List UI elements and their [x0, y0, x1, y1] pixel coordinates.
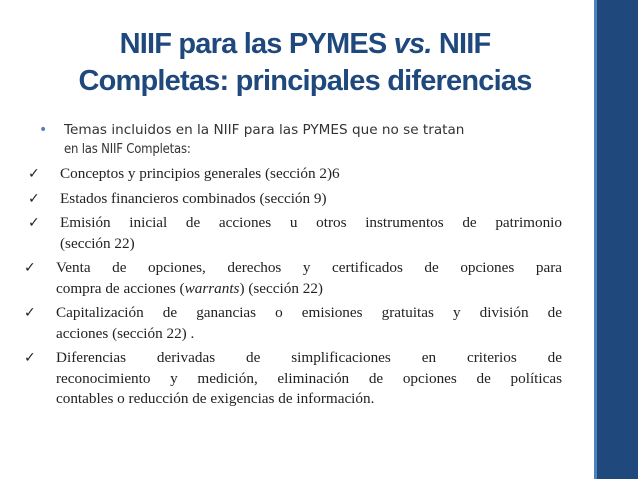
list-item-line-2: (sección 22) — [60, 234, 135, 252]
title-vs: vs. — [393, 28, 432, 60]
title-line-2: Completas: principales diferencias — [78, 65, 532, 97]
list-item-line-1: Venta de opciones, derechos y certificados de opciones para — [56, 259, 562, 276]
list-item-diferencias — [10, 348, 562, 410]
list-item-capitalizacion — [10, 303, 562, 344]
checkmark-icon: ✓ — [28, 190, 40, 207]
list-item-conceptos — [10, 164, 562, 185]
intro-bullet — [10, 120, 562, 160]
list-item-line-1: Diferencias derivadas de simplificaciones en criterios de — [56, 349, 562, 366]
sidebar-accent-bar — [594, 0, 638, 479]
intro-line-2: en las NIIF Completas: — [64, 142, 191, 157]
warrants-term: warrants — [184, 279, 240, 297]
title-line-1-part-1: NIIF para las PYMES — [119, 28, 394, 60]
title-line-1 — [20, 26, 590, 63]
checkmark-icon: ✓ — [28, 166, 40, 182]
checkmark-icon: ✓ — [24, 305, 36, 321]
list-item-line-3: contables o reducción de exigencias de información. — [56, 390, 375, 407]
list-item-line-2 — [56, 280, 323, 297]
list-item-emision — [10, 213, 562, 254]
list-item-venta — [10, 258, 562, 299]
list-item-line-1: Emisión inicial de acciones u otros instrumentos de patrimonio — [60, 214, 562, 231]
list-item-estados — [10, 189, 562, 210]
slide-body — [10, 120, 562, 414]
sidebar-accent-stripe — [594, 0, 597, 479]
list-item-text: Conceptos y principios generales (sección 2)6 — [60, 165, 340, 182]
bullet-dot-icon: • — [39, 122, 48, 138]
list-item-line-1: Capitalización de ganancias o emisiones gratuitas y división de — [56, 304, 562, 321]
list-item-line-2-pre: compra de acciones ( — [56, 279, 185, 297]
list-item-line-2-post: ) (sección 22) — [239, 279, 323, 297]
intro-line-1: Temas incluidos en la NIIF para las PYMES que no se tratan — [64, 122, 465, 138]
title-line-1-part-2: NIIF — [431, 28, 491, 60]
list-item-line-2: reconocimiento y medición, eliminación de opciones de políticas — [56, 369, 562, 387]
checkmark-icon: ✓ — [24, 350, 36, 366]
checkmark-icon: ✓ — [28, 215, 40, 231]
list-item-text: Estados financieros combinados (sección 9) — [60, 189, 327, 207]
slide-title — [20, 26, 590, 100]
checkmark-icon: ✓ — [24, 260, 36, 276]
list-item-line-2: acciones (sección 22) . — [56, 324, 195, 342]
